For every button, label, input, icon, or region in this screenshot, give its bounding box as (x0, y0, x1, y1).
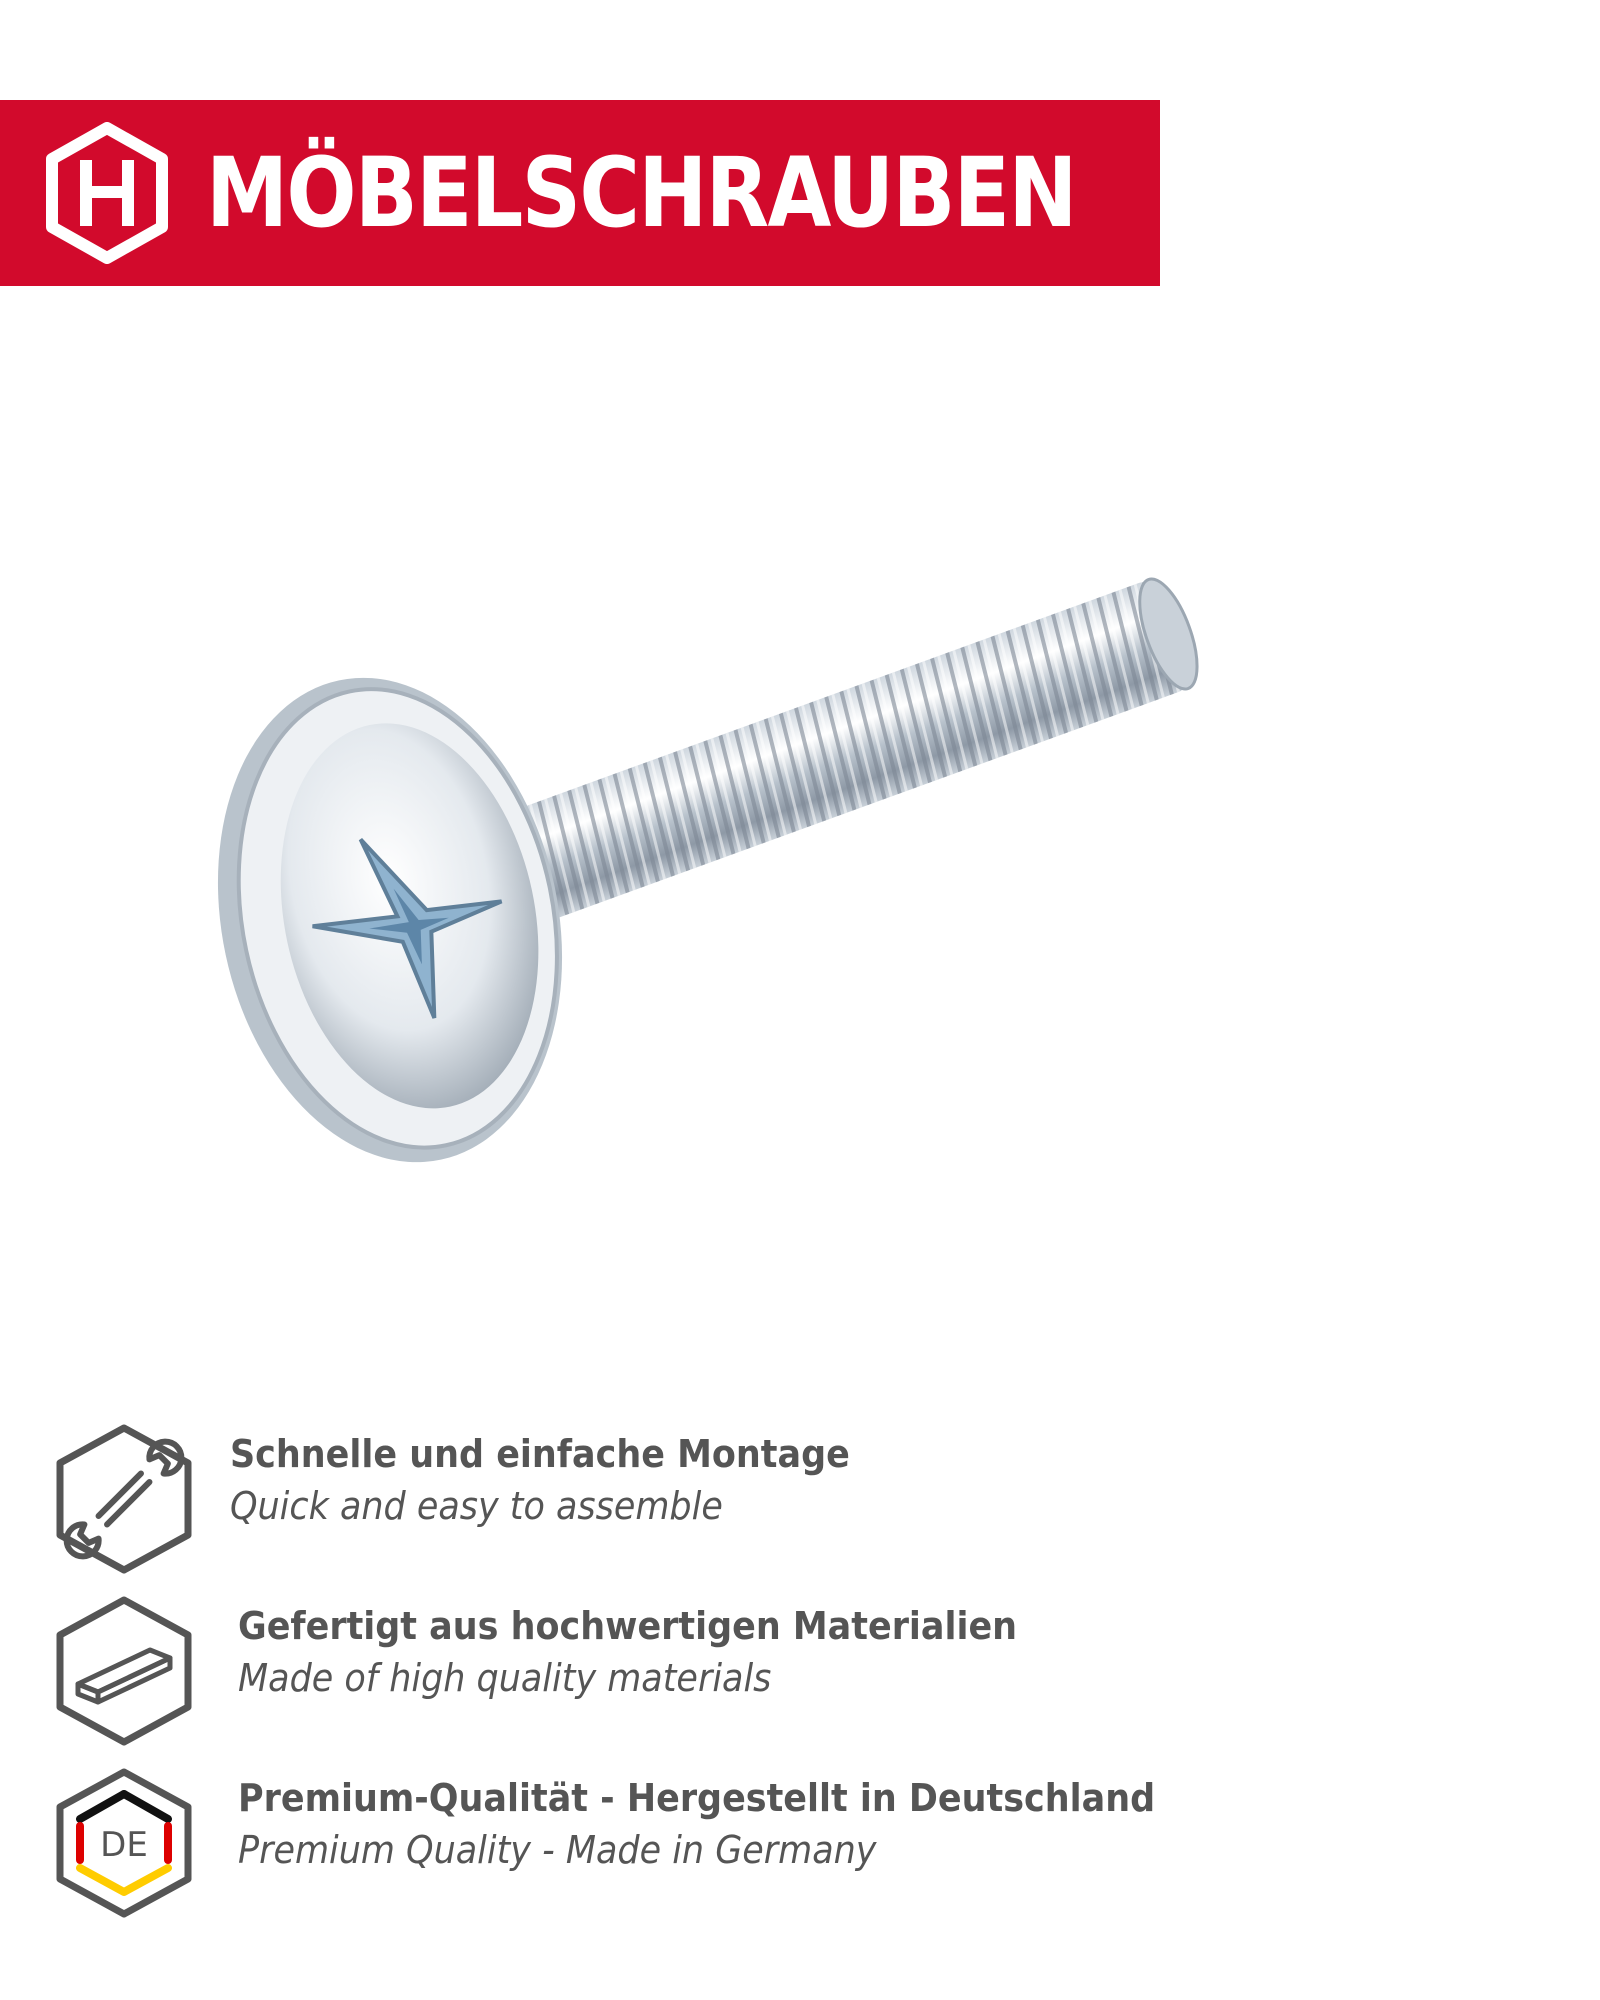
page-title: MÖBELSCHRAUBEN (206, 137, 1076, 249)
header-banner (0, 100, 1160, 286)
hexagon-h-logo-icon (44, 122, 170, 264)
material-block-hexagon-icon (50, 1592, 198, 1750)
feature-title-de: Schnelle und einfache Montage (230, 1432, 850, 1476)
feature-title-de: Premium-Qualität - Hergestellt in Deutschland (238, 1776, 1156, 1820)
feature-item-assembly (0, 1420, 1600, 1580)
badge-label: DE (100, 1825, 148, 1865)
feature-title-en: Quick and easy to assemble (230, 1484, 723, 1528)
germany-flag-hexagon-icon (50, 1764, 198, 1922)
feature-item-materials (0, 1592, 1600, 1752)
wrench-hexagon-icon (50, 1420, 198, 1578)
feature-item-made-in-germany (0, 1764, 1600, 1924)
feature-title-en: Premium Quality - Made in Germany (238, 1828, 877, 1872)
feature-title-de: Gefertigt aus hochwertigen Materialien (238, 1604, 1018, 1648)
feature-title-en: Made of high quality materials (238, 1656, 772, 1700)
furniture-screw-image (190, 540, 1410, 1300)
